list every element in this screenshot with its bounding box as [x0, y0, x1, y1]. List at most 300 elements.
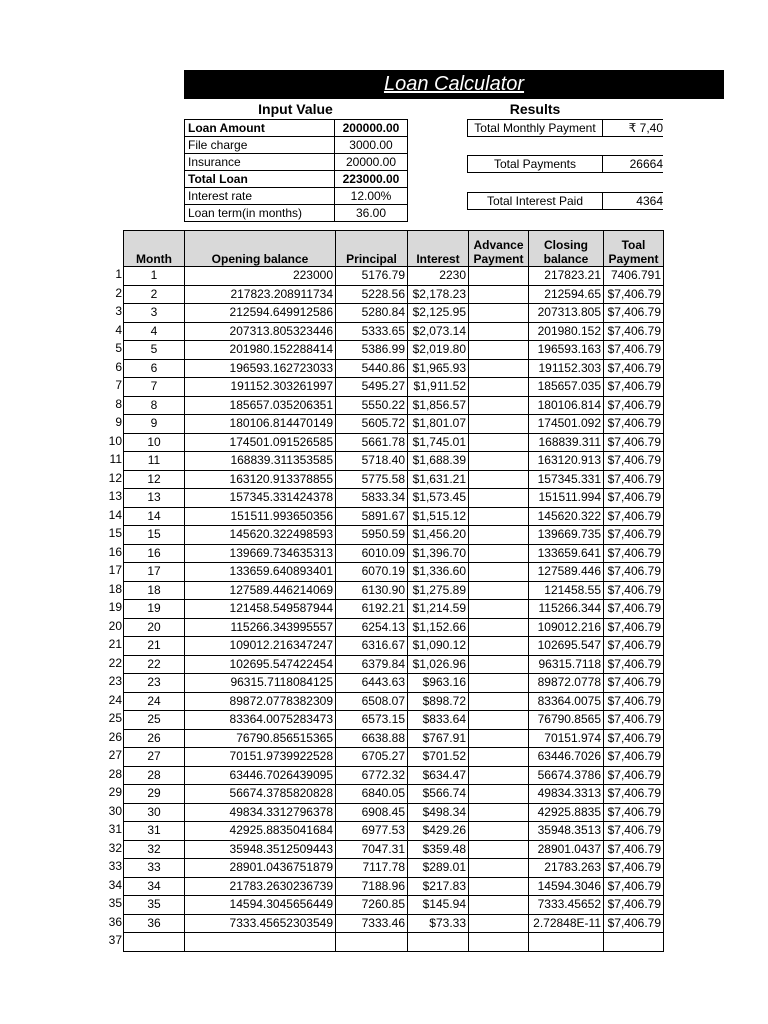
table-cell[interactable]: 121458.549587944 — [185, 600, 336, 619]
table-cell[interactable] — [469, 914, 529, 933]
table-cell[interactable]: 7047.31 — [336, 840, 408, 859]
table-cell[interactable]: 13 — [124, 489, 185, 508]
table-cell[interactable]: 6254.13 — [336, 618, 408, 637]
input-label[interactable]: Insurance — [185, 154, 335, 171]
table-cell[interactable]: $1,911.52 — [408, 378, 469, 397]
table-cell[interactable] — [469, 859, 529, 878]
table-cell[interactable] — [469, 304, 529, 323]
table-cell[interactable]: 56674.3786 — [529, 766, 604, 785]
table-cell[interactable]: 21783.263 — [529, 859, 604, 878]
table-cell[interactable] — [469, 415, 529, 434]
row-number: 8 — [115, 396, 122, 411]
input-value[interactable]: 200000.00 — [335, 120, 408, 137]
table-row — [124, 544, 664, 563]
table-cell[interactable]: 6 — [124, 359, 185, 378]
table-cell[interactable]: 6010.09 — [336, 544, 408, 563]
table-cell[interactable]: 23 — [124, 674, 185, 693]
table-cell[interactable]: 196593.162723033 — [185, 359, 336, 378]
table-cell[interactable]: 157345.331 — [529, 470, 604, 489]
table-cell[interactable] — [469, 655, 529, 674]
table-cell[interactable]: $634.47 — [408, 766, 469, 785]
table-cell[interactable]: $1,856.57 — [408, 396, 469, 415]
table-cell[interactable] — [469, 896, 529, 915]
table-cell[interactable]: $7,406.79 — [604, 359, 664, 378]
table-cell[interactable]: $7,406.79 — [604, 711, 664, 730]
table-cell[interactable]: 56674.3785820828 — [185, 785, 336, 804]
input-label[interactable]: Loan term(in months) — [185, 205, 335, 222]
table-cell[interactable]: 19 — [124, 600, 185, 619]
table-cell[interactable] — [469, 452, 529, 471]
column-header[interactable]: Principal — [336, 231, 408, 267]
table-cell[interactable]: 102695.547 — [529, 637, 604, 656]
table-cell[interactable]: $7,406.79 — [604, 896, 664, 915]
table-cell[interactable]: $1,573.45 — [408, 489, 469, 508]
table-cell[interactable]: $7,406.79 — [604, 452, 664, 471]
table-cell[interactable] — [469, 267, 529, 286]
column-header[interactable]: Closing balance — [529, 231, 604, 267]
table-cell[interactable]: $7,406.79 — [604, 415, 664, 434]
column-header[interactable]: Interest — [408, 231, 469, 267]
total-monthly-payment-label[interactable]: Total Monthly Payment — [467, 119, 603, 137]
table-cell[interactable]: 6508.07 — [336, 692, 408, 711]
table-cell[interactable]: $1,801.07 — [408, 415, 469, 434]
table-cell[interactable] — [469, 877, 529, 896]
table-cell[interactable]: 25 — [124, 711, 185, 730]
table-cell[interactable]: $498.34 — [408, 803, 469, 822]
table-cell[interactable]: 33 — [124, 859, 185, 878]
table-cell[interactable]: 63446.7026 — [529, 748, 604, 767]
table-cell[interactable]: $1,515.12 — [408, 507, 469, 526]
table-cell[interactable]: $359.48 — [408, 840, 469, 859]
table-cell[interactable]: 4 — [124, 322, 185, 341]
table-cell[interactable]: 115266.344 — [529, 600, 604, 619]
table-cell[interactable]: 185657.035206351 — [185, 396, 336, 415]
table-cell[interactable]: 168839.311353585 — [185, 452, 336, 471]
table-cell[interactable] — [469, 840, 529, 859]
table-cell[interactable]: 10 — [124, 433, 185, 452]
table-cell[interactable]: 121458.55 — [529, 581, 604, 600]
table-cell[interactable]: $1,152.66 — [408, 618, 469, 637]
table-cell[interactable]: 115266.343995557 — [185, 618, 336, 637]
table-cell[interactable]: 16 — [124, 544, 185, 563]
table-cell[interactable]: $566.74 — [408, 785, 469, 804]
table-row — [124, 637, 664, 656]
table-cell[interactable]: 7 — [124, 378, 185, 397]
table-cell[interactable]: 83364.0075283473 — [185, 711, 336, 730]
table-cell[interactable]: 20 — [124, 618, 185, 637]
table-cell[interactable]: 127589.446214069 — [185, 581, 336, 600]
table-cell[interactable]: 6316.67 — [336, 637, 408, 656]
table-cell[interactable] — [469, 544, 529, 563]
total-monthly-payment-value[interactable]: ₹ 7,40 — [602, 119, 663, 137]
table-cell[interactable] — [469, 470, 529, 489]
table-cell[interactable]: 151511.994 — [529, 489, 604, 508]
table-cell[interactable]: 7117.78 — [336, 859, 408, 878]
table-cell[interactable]: 32 — [124, 840, 185, 859]
table-cell[interactable] — [469, 748, 529, 767]
table-cell[interactable]: $7,406.79 — [604, 433, 664, 452]
table-cell[interactable]: $7,406.79 — [604, 378, 664, 397]
table-cell[interactable] — [469, 803, 529, 822]
table-cell[interactable]: 191152.303261997 — [185, 378, 336, 397]
table-cell[interactable]: 96315.7118 — [529, 655, 604, 674]
input-label[interactable]: Loan Amount — [185, 120, 335, 137]
table-cell[interactable]: 21 — [124, 637, 185, 656]
table-cell[interactable]: 83364.0075 — [529, 692, 604, 711]
table-cell[interactable]: $7,406.79 — [604, 489, 664, 508]
table-cell[interactable] — [469, 526, 529, 545]
table-cell[interactable]: $7,406.79 — [604, 285, 664, 304]
table-cell[interactable] — [185, 933, 336, 952]
table-cell[interactable] — [469, 729, 529, 748]
table-cell[interactable]: 5333.65 — [336, 322, 408, 341]
table-cell[interactable]: $7,406.79 — [604, 914, 664, 933]
table-row — [124, 304, 664, 323]
column-header[interactable]: Toal Payment — [604, 231, 664, 267]
table-cell[interactable]: 76790.8565 — [529, 711, 604, 730]
table-cell[interactable]: $7,406.79 — [604, 507, 664, 526]
table-cell[interactable]: $217.83 — [408, 877, 469, 896]
table-cell[interactable]: 217823.208911734 — [185, 285, 336, 304]
table-cell[interactable]: 5661.78 — [336, 433, 408, 452]
row-number: 20 — [108, 618, 122, 633]
table-cell[interactable]: 42925.8835041684 — [185, 822, 336, 841]
table-cell[interactable]: $289.01 — [408, 859, 469, 878]
table-cell[interactable]: 35948.3512509443 — [185, 840, 336, 859]
table-cell[interactable]: 174501.092 — [529, 415, 604, 434]
table-cell[interactable] — [469, 822, 529, 841]
table-cell[interactable]: $1,214.59 — [408, 600, 469, 619]
table-cell[interactable]: 28901.0436751879 — [185, 859, 336, 878]
input-row — [185, 154, 408, 171]
input-value[interactable]: 20000.00 — [335, 154, 408, 171]
table-cell[interactable]: 163120.913 — [529, 452, 604, 471]
row-number: 7 — [115, 378, 122, 392]
table-cell[interactable]: $7,406.79 — [604, 785, 664, 804]
table-cell[interactable]: $7,406.79 — [604, 692, 664, 711]
table-cell[interactable]: 5280.84 — [336, 304, 408, 323]
table-cell[interactable]: 24 — [124, 692, 185, 711]
table-cell[interactable]: 70151.9739922528 — [185, 748, 336, 767]
table-cell[interactable] — [469, 692, 529, 711]
table-cell[interactable]: $7,406.79 — [604, 748, 664, 767]
table-cell[interactable] — [469, 563, 529, 582]
table-cell[interactable]: 180106.814470149 — [185, 415, 336, 434]
table-cell[interactable]: 109012.216347247 — [185, 637, 336, 656]
table-cell[interactable]: 139669.735 — [529, 526, 604, 545]
table-cell[interactable]: 6908.45 — [336, 803, 408, 822]
table-cell[interactable]: $7,406.79 — [604, 729, 664, 748]
table-cell[interactable]: 14594.3046 — [529, 877, 604, 896]
table-cell[interactable]: 2230 — [408, 267, 469, 286]
table-cell[interactable]: 76790.856515365 — [185, 729, 336, 748]
table-cell[interactable]: $7,406.79 — [604, 322, 664, 341]
table-cell[interactable]: 14 — [124, 507, 185, 526]
table-cell[interactable]: $7,406.79 — [604, 341, 664, 360]
table-cell[interactable]: 34 — [124, 877, 185, 896]
input-value[interactable]: 3000.00 — [335, 137, 408, 154]
table-cell[interactable]: 5386.99 — [336, 341, 408, 360]
table-cell[interactable] — [469, 600, 529, 619]
table-row — [124, 341, 664, 360]
table-cell[interactable]: 223000 — [185, 267, 336, 286]
table-cell[interactable] — [469, 637, 529, 656]
table-cell[interactable]: $1,965.93 — [408, 359, 469, 378]
table-cell[interactable]: 168839.311 — [529, 433, 604, 452]
table-cell[interactable]: 6772.32 — [336, 766, 408, 785]
column-header[interactable]: Advance Payment — [469, 231, 529, 267]
table-cell[interactable] — [469, 285, 529, 304]
table-cell[interactable]: $767.91 — [408, 729, 469, 748]
table-cell[interactable]: $7,406.79 — [604, 470, 664, 489]
table-cell[interactable] — [124, 933, 185, 952]
input-label[interactable]: Total Loan — [185, 171, 335, 188]
table-cell[interactable]: 6638.88 — [336, 729, 408, 748]
table-cell[interactable]: $1,631.21 — [408, 470, 469, 489]
table-cell[interactable] — [469, 507, 529, 526]
table-cell[interactable]: 1 — [124, 267, 185, 286]
table-cell[interactable]: 6192.21 — [336, 600, 408, 619]
table-cell[interactable]: $1,090.12 — [408, 637, 469, 656]
table-row — [124, 526, 664, 545]
table-cell[interactable]: 5 — [124, 341, 185, 360]
table-cell[interactable]: 207313.805 — [529, 304, 604, 323]
table-cell[interactable] — [469, 674, 529, 693]
input-label[interactable]: File charge — [185, 137, 335, 154]
table-cell[interactable]: 31 — [124, 822, 185, 841]
table-cell[interactable]: 102695.547422454 — [185, 655, 336, 674]
table-cell[interactable]: 217823.21 — [529, 267, 604, 286]
total-payments-value[interactable]: 26664 — [602, 155, 663, 173]
row-number-gutter — [96, 266, 122, 951]
table-cell[interactable]: 5833.34 — [336, 489, 408, 508]
input-value[interactable]: 12.00% — [335, 188, 408, 205]
table-cell[interactable]: 7260.85 — [336, 896, 408, 915]
table-cell[interactable]: 6573.15 — [336, 711, 408, 730]
table-cell[interactable]: 207313.805323446 — [185, 322, 336, 341]
input-value[interactable]: 36.00 — [335, 205, 408, 222]
table-cell[interactable]: 49834.3312796378 — [185, 803, 336, 822]
table-cell[interactable]: 7333.46 — [336, 914, 408, 933]
table-cell[interactable] — [529, 933, 604, 952]
table-cell[interactable]: 201980.152288414 — [185, 341, 336, 360]
table-cell[interactable]: $2,178.23 — [408, 285, 469, 304]
table-cell[interactable]: 7406.791 — [604, 267, 664, 286]
table-cell[interactable]: $1,456.20 — [408, 526, 469, 545]
table-cell[interactable]: $7,406.79 — [604, 304, 664, 323]
table-cell[interactable]: 5495.27 — [336, 378, 408, 397]
table-cell[interactable]: $7,406.79 — [604, 637, 664, 656]
table-cell[interactable]: 133659.640893401 — [185, 563, 336, 582]
table-cell[interactable]: 6070.19 — [336, 563, 408, 582]
table-cell[interactable]: $7,406.79 — [604, 840, 664, 859]
table-cell[interactable]: 6977.53 — [336, 822, 408, 841]
table-cell[interactable]: 127589.446 — [529, 563, 604, 582]
table-row — [124, 914, 664, 933]
table-cell[interactable]: 18 — [124, 581, 185, 600]
table-cell[interactable]: $429.26 — [408, 822, 469, 841]
column-header[interactable]: Month — [124, 231, 185, 267]
table-cell[interactable]: 196593.163 — [529, 341, 604, 360]
column-header[interactable]: Opening balance — [185, 231, 336, 267]
table-cell[interactable] — [469, 396, 529, 415]
table-cell[interactable]: $1,275.89 — [408, 581, 469, 600]
table-cell[interactable]: $7,406.79 — [604, 563, 664, 582]
table-cell[interactable]: 109012.216 — [529, 618, 604, 637]
table-cell[interactable]: $7,406.79 — [604, 600, 664, 619]
table-cell[interactable]: 5950.59 — [336, 526, 408, 545]
table-cell[interactable] — [469, 359, 529, 378]
table-cell[interactable] — [604, 933, 664, 952]
table-cell[interactable]: 5228.56 — [336, 285, 408, 304]
table-cell[interactable]: $898.72 — [408, 692, 469, 711]
table-cell[interactable]: 212594.649912586 — [185, 304, 336, 323]
table-cell[interactable]: 8 — [124, 396, 185, 415]
table-cell[interactable]: 49834.3313 — [529, 785, 604, 804]
table-cell[interactable]: 5176.79 — [336, 267, 408, 286]
table-cell[interactable]: $7,406.79 — [604, 526, 664, 545]
table-cell[interactable]: 212594.65 — [529, 285, 604, 304]
table-cell[interactable]: $7,406.79 — [604, 859, 664, 878]
table-cell[interactable]: $7,406.79 — [604, 822, 664, 841]
table-cell[interactable]: 6379.84 — [336, 655, 408, 674]
table-cell[interactable]: 30 — [124, 803, 185, 822]
total-interest-paid-label[interactable]: Total Interest Paid — [467, 192, 603, 210]
table-cell[interactable]: 42925.8835 — [529, 803, 604, 822]
table-cell[interactable]: 29 — [124, 785, 185, 804]
table-cell[interactable] — [469, 322, 529, 341]
table-cell[interactable]: 36 — [124, 914, 185, 933]
table-cell[interactable]: 5718.40 — [336, 452, 408, 471]
row-number: 11 — [109, 452, 122, 466]
table-cell[interactable]: 89872.0778382309 — [185, 692, 336, 711]
table-cell[interactable] — [469, 489, 529, 508]
table-cell[interactable]: 5550.22 — [336, 396, 408, 415]
table-cell[interactable]: $7,406.79 — [604, 766, 664, 785]
table-cell[interactable]: 3 — [124, 304, 185, 323]
table-cell[interactable]: $1,336.60 — [408, 563, 469, 582]
table-cell[interactable]: 139669.734635313 — [185, 544, 336, 563]
table-cell[interactable]: 35948.3513 — [529, 822, 604, 841]
table-cell[interactable]: 27 — [124, 748, 185, 767]
table-cell[interactable]: $7,406.79 — [604, 618, 664, 637]
table-cell[interactable] — [469, 933, 529, 952]
table-cell[interactable]: 22 — [124, 655, 185, 674]
table-cell[interactable]: $7,406.79 — [604, 674, 664, 693]
total-interest-paid-value[interactable]: 4364 — [602, 192, 663, 210]
table-cell[interactable]: 2.72848E-11 — [529, 914, 604, 933]
row-number: 17 — [108, 563, 122, 577]
table-cell[interactable]: 2 — [124, 285, 185, 304]
table-cell[interactable]: 6840.05 — [336, 785, 408, 804]
table-cell[interactable]: 11 — [124, 452, 185, 471]
table-cell[interactable] — [469, 341, 529, 360]
table-cell[interactable]: 28901.0437 — [529, 840, 604, 859]
table-cell[interactable]: 151511.993650356 — [185, 507, 336, 526]
table-cell[interactable]: $7,406.79 — [604, 544, 664, 563]
table-cell[interactable]: 14594.3045656449 — [185, 896, 336, 915]
table-cell[interactable]: 7333.45652303549 — [185, 914, 336, 933]
table-cell[interactable] — [469, 581, 529, 600]
table-cell[interactable]: 28 — [124, 766, 185, 785]
row-number: 22 — [108, 655, 122, 670]
table-cell[interactable]: 21783.2630236739 — [185, 877, 336, 896]
table-cell[interactable] — [469, 618, 529, 637]
table-cell[interactable]: 5775.58 — [336, 470, 408, 489]
table-cell[interactable]: 6443.63 — [336, 674, 408, 693]
table-cell[interactable]: $7,406.79 — [604, 803, 664, 822]
table-cell[interactable]: 6705.27 — [336, 748, 408, 767]
table-cell[interactable] — [469, 766, 529, 785]
table-cell[interactable] — [469, 378, 529, 397]
table-cell[interactable]: 89872.0778 — [529, 674, 604, 693]
table-cell[interactable]: 7188.96 — [336, 877, 408, 896]
table-cell[interactable]: 35 — [124, 896, 185, 915]
table-cell[interactable]: $7,406.79 — [604, 581, 664, 600]
table-cell[interactable] — [469, 711, 529, 730]
total-payments-label[interactable]: Total Payments — [467, 155, 603, 173]
table-cell[interactable]: $145.94 — [408, 896, 469, 915]
table-cell[interactable]: 63446.7026439095 — [185, 766, 336, 785]
input-value[interactable]: 223000.00 — [335, 171, 408, 188]
table-cell[interactable]: $7,406.79 — [604, 655, 664, 674]
table-cell[interactable]: $2,125.95 — [408, 304, 469, 323]
table-cell[interactable]: 70151.974 — [529, 729, 604, 748]
table-cell[interactable]: $73.33 — [408, 914, 469, 933]
table-cell[interactable]: 9 — [124, 415, 185, 434]
table-cell[interactable]: 96315.7118084125 — [185, 674, 336, 693]
table-cell[interactable]: 12 — [124, 470, 185, 489]
table-cell[interactable]: 5605.72 — [336, 415, 408, 434]
table-cell[interactable]: $963.16 — [408, 674, 469, 693]
table-cell[interactable]: 133659.641 — [529, 544, 604, 563]
table-cell[interactable]: 5891.67 — [336, 507, 408, 526]
table-cell[interactable]: 7333.45652 — [529, 896, 604, 915]
input-label[interactable]: Interest rate — [185, 188, 335, 205]
table-cell[interactable]: 201980.152 — [529, 322, 604, 341]
table-cell[interactable]: 6130.90 — [336, 581, 408, 600]
table-cell[interactable]: $1,688.39 — [408, 452, 469, 471]
table-cell[interactable]: $1,745.01 — [408, 433, 469, 452]
table-cell[interactable]: 5440.86 — [336, 359, 408, 378]
table-cell[interactable]: 17 — [124, 563, 185, 582]
table-cell[interactable]: 15 — [124, 526, 185, 545]
table-cell[interactable]: 191152.303 — [529, 359, 604, 378]
table-cell[interactable]: $2,073.14 — [408, 322, 469, 341]
table-cell[interactable]: $1,026.96 — [408, 655, 469, 674]
row-number: 33 — [108, 859, 122, 873]
table-cell[interactable]: 163120.913378855 — [185, 470, 336, 489]
table-cell[interactable]: $2,019.80 — [408, 341, 469, 360]
table-cell[interactable]: 180106.814 — [529, 396, 604, 415]
table-cell[interactable] — [336, 933, 408, 952]
table-cell[interactable]: 145620.322 — [529, 507, 604, 526]
table-cell[interactable] — [408, 933, 469, 952]
table-cell[interactable]: $7,406.79 — [604, 396, 664, 415]
table-cell[interactable] — [469, 433, 529, 452]
table-cell[interactable] — [469, 785, 529, 804]
table-cell[interactable]: 157345.331424378 — [185, 489, 336, 508]
table-cell[interactable]: 185657.035 — [529, 378, 604, 397]
table-row — [124, 766, 664, 785]
table-cell[interactable]: $7,406.79 — [604, 877, 664, 896]
table-cell[interactable]: 26 — [124, 729, 185, 748]
table-cell[interactable]: 174501.091526585 — [185, 433, 336, 452]
table-cell[interactable]: 145620.322498593 — [185, 526, 336, 545]
table-cell[interactable]: $1,396.70 — [408, 544, 469, 563]
table-cell[interactable]: $701.52 — [408, 748, 469, 767]
table-cell[interactable]: $833.64 — [408, 711, 469, 730]
